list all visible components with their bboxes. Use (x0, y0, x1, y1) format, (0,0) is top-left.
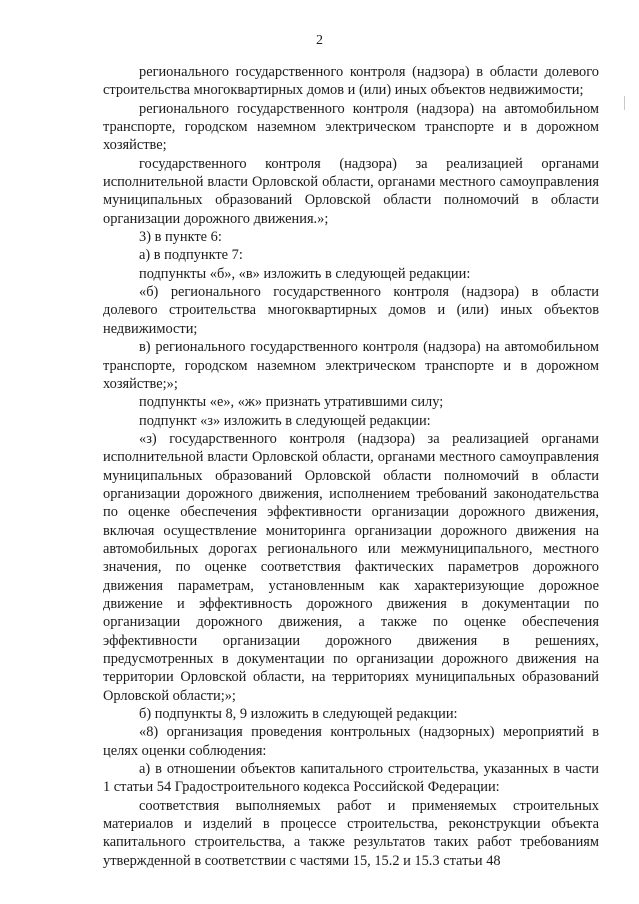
scan-edge-mark (624, 96, 625, 110)
paragraph-8: в) регионального государственного контроля (надзора) на автомобильном транспорте, городском наземном электрическом транспорте и в дорожном хозяйстве;»; (103, 339, 599, 392)
paragraph-9: подпункты «е», «ж» признать утратившими силу; (139, 394, 444, 411)
paragraph-13: «8) организация проведения контрольных (надзорных) мероприятий в целях оценки соблюдения: (103, 724, 599, 759)
paragraph-3: государственного контроля (надзора) за реализацией органами исполнительной власти Орловской области, органами местного самоуправления муниципальных образований Орловской области полномочий в области организации дорожного движения.»; (103, 155, 599, 227)
paragraph-11: «з) государственного контроля (надзора) за реализацией органами исполнительной власти Орловской области, органами местного самоуправления муниципальных образований Орловской области полномочий в области организации дорожного движения, исполнением требований законодательства по оценке обеспечения эффективности организации дорожного движения, включая осуществление мониторинга организации дорожного движения на автомобильных дорогах регионального или межмуниципального, местного значения, по оценке соответствия фактических параметров дорожного движения параметрам, установленным как характеризующие дорожное движение и эффективность дорожного движения в документации по организации дорожного движения, а также по оценке обеспечения эффективности организации дорожного движения в решениях, предусмотренных в документации по организации дорожного движения на территории Орловской области, на территориях муниципальных образований Орловской области;»; (103, 430, 599, 704)
paragraph-4: 3) в пункте 6: (139, 229, 222, 246)
page-number: 2 (316, 33, 323, 48)
paragraph-10: подпункт «з» изложить в следующей редакции: (139, 412, 431, 429)
document-body (103, 63, 599, 870)
paragraph-12: б) подпункты 8, 9 изложить в следующей редакции: (139, 706, 458, 723)
paragraph-7: «б) регионального государственного контроля (надзора) в области долевого строительства многоквартирных домов и (или) иных объектов недвижимости; (103, 284, 599, 337)
paragraph-6: подпункты «б», «в» изложить в следующей редакции: (139, 265, 471, 282)
paragraph-1: регионального государственного контроля (надзора) в области долевого строительства многоквартирных домов и (или) иных объектов недвижимости; (103, 64, 599, 99)
paragraph-2: регионального государственного контроля (надзора) на автомобильном транспорте, городском наземном электрическом транспорте и в дорожном хозяйстве; (103, 100, 599, 154)
paragraph-15: соответствия выполняемых работ и применяемых строительных материалов и изделий в процессе строительства, реконструкции объекта капитального строительства, а также результатов таких работ требованиям утвержденной в соответствии с частями 15, 15.2 и 15.3 статьи 48 (103, 797, 599, 869)
paragraph-5: а) в подпункте 7: (139, 247, 243, 264)
paragraph-14: а) в отношении объектов капитального строительства, указанных в части 1 статьи 54 Градостроительного кодекса Российской Федерации: (103, 761, 599, 796)
